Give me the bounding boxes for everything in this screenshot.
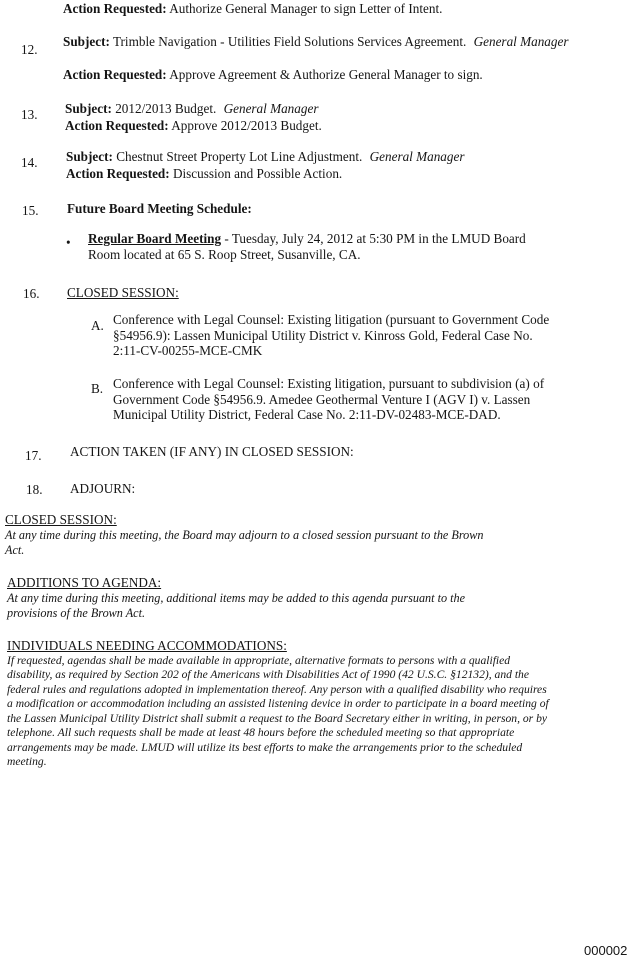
action-text: Discussion and Possible Action. [172,166,343,181]
action-label: Action Requested: [63,1,167,16]
note-heading: CLOSED SESSION: [5,512,117,527]
item-number: 17. [25,448,42,463]
meeting-label: Regular Board Meeting [88,231,222,246]
note-line: At any time during this meeting, additional items may be added to this agenda pursuant to the [7,590,466,605]
note-line: Act. [5,542,25,557]
note-line: the Lassen Municipal Utility District shall submit a request to the Board Secretary either in writing, in person, or by [7,711,548,725]
item11-action [63,1,442,17]
item-number: 18. [26,482,43,497]
item-body [113,312,549,359]
note-line: At any time during this meeting, the Board may adjourn to a closed session pursuant to the Brown [5,527,484,542]
action-label: Action Requested: [63,67,167,82]
item-letter: A. [91,318,104,333]
item-action [63,67,483,83]
line: Municipal Utility District, Federal Case No. 2:11-DV-02483-MCE-DAD. [113,407,501,422]
line: Conference with Legal Counsel: Existing litigation, pursuant to subdivision (a) of [113,376,545,391]
bullet-icon: • [66,235,71,250]
item-subject [65,101,318,117]
note-line: provisions of the Brown Act. [7,605,146,620]
item-number: 14. [21,155,38,170]
item-title: CLOSED SESSION: [67,285,179,300]
item-subject [63,34,603,50]
item-number: 16. [23,286,40,301]
regular-meeting [88,231,628,262]
subject-label: Subject: [66,149,113,164]
line: 2:11-CV-00255-MCE-CMK [113,343,263,358]
item-body [113,376,544,423]
line: Government Code §54956.9. Amedee Geothermal Venture I (AGV I) v. Lassen [113,391,531,407]
note-heading: INDIVIDUALS NEEDING ACCOMMODATIONS: [7,638,287,653]
note-heading: ADDITIONS TO AGENDA: [7,575,162,590]
subject-text: 2012/2013 Budget. [115,101,217,116]
note-line: meeting. [7,755,47,768]
closed-session-note [5,512,635,558]
note-line: federal rules and regulations adopted in implementation thereof. Any person with a qualified disability who requires [7,682,547,696]
item-number: 12. [21,42,38,57]
item-action [65,118,322,134]
action-text: Authorize General Manager to sign Letter of Intent. [169,1,443,16]
action-text: Approve Agreement & Authorize General Manager to sign. [169,67,483,82]
meeting-line1: - Tuesday, July 24, 2012 at 5:30 PM in the LMUD Board [221,231,526,246]
item-number: 15. [22,203,39,218]
note-line: arrangements may be made. LMUD will utilize its best efforts to make the arrangements prior to the scheduled [7,740,523,754]
presenter: General Manager [369,149,465,164]
presenter: General Manager [473,34,569,49]
action-text: Approve 2012/2013 Budget. [171,118,322,133]
subject-label: Subject: [63,34,110,49]
item-action [66,166,342,182]
item-number: 13. [21,107,38,122]
note-line: disability, as required by Section 202 of the Americans with Disabilities Act of 1990 (42 U.S.C. §12132), and the [7,668,530,681]
action-label: Action Requested: [65,118,169,133]
item-text: ACTION TAKEN (IF ANY) IN CLOSED SESSION: [70,444,354,459]
action-label: Action Requested: [66,166,170,181]
line: Conference with Legal Counsel: Existing litigation (pursuant to Government Code [113,312,550,327]
page-number: 000002 [584,943,628,958]
meeting-line2: Room located at 65 S. Roop Street, Susanville, CA. [88,246,361,262]
note-line: a modification or accommodation including an assisted listening device in order to participate in a board meeting of [7,697,549,710]
presenter: General Manager [223,101,319,116]
subject-text: Chestnut Street Property Lot Line Adjustment. [116,149,363,164]
subject-label: Subject: [65,101,112,116]
item-text: ADJOURN: [70,481,136,496]
note-line: If requested, agendas shall be made available in appropriate, alternative formats to persons with a qualified [7,653,511,667]
line: §54956.9): Lassen Municipal Utility District v. Kinross Gold, Federal Case No. [113,327,533,343]
additions-note [7,575,637,621]
item-letter: B. [91,381,104,396]
note-line: telephone. All such requests shall be made at least 48 hours before the scheduled meeting so that appropriate [7,726,515,739]
item-title: Future Board Meeting Schedule: [67,201,252,216]
subject-text: Trimble Navigation - Utilities Field Solutions Services Agreement. [112,34,467,49]
item-subject [66,149,464,165]
accommodations-note [7,638,639,770]
